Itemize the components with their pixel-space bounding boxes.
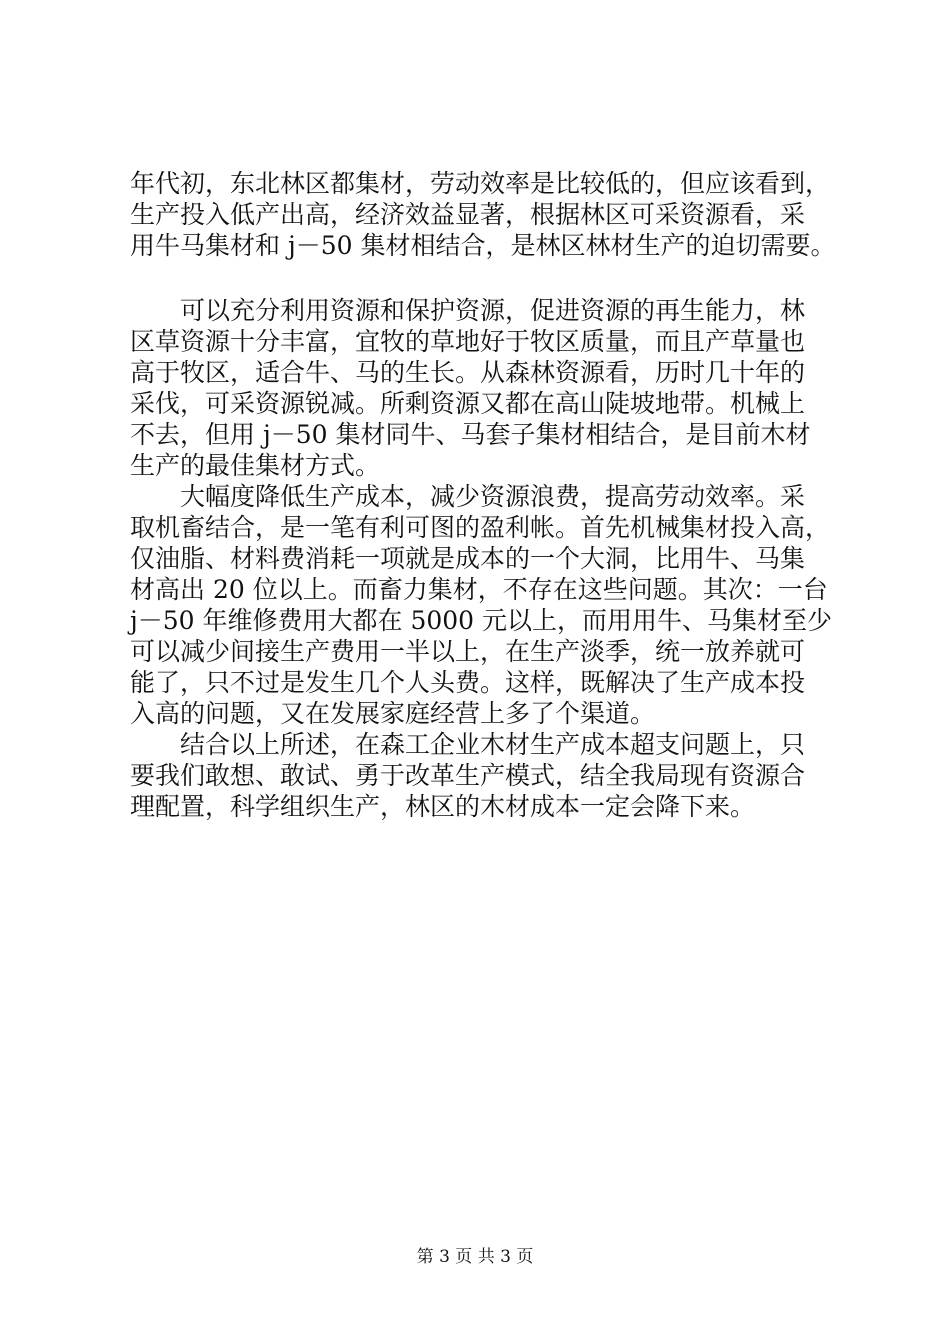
paragraph — [130, 729, 830, 822]
text-line: 入高的问题，又在发展家庭经营上多了个渠道。 — [130, 699, 656, 728]
text-line: 大幅度降低生产成本，减少资源浪费，提高劳动效率。采 — [180, 482, 806, 511]
text-line: 生产投入低产出高，经济效益显著，根据林区可采资源看，采 — [130, 200, 806, 229]
text-line: 采伐，可采资源锐减。所剩资源又都在高山陡坡地带。机械上 — [130, 389, 806, 418]
paragraph — [130, 481, 833, 729]
text-line: 结合以上所述，在森工企业木材生产成本超支问题上，只 — [180, 730, 806, 759]
text-line: 年代初，东北林区都集材，劳动效率是比较低的，但应该看到， — [130, 169, 831, 198]
text-line: 区草资源十分丰富，宜牧的草地好于牧区质量，而且产草量也 — [130, 327, 806, 356]
text-line: 可以减少间接生产费用一半以上，在生产淡季，统一放养就可 — [130, 637, 806, 666]
text-line: 可以充分利用资源和保护资源，促进资源的再生能力，林 — [180, 296, 806, 325]
text-line: 能了，只不过是发生几个人头费。这样，既解决了生产成本投 — [130, 668, 806, 697]
text-line: 用牛马集材和 j－50 集材相结合，是林区林材生产的迫切需要。 — [130, 231, 836, 260]
text-line: 取机畜结合，是一笔有利可图的盈利帐。首先机械集材投入高， — [130, 513, 831, 542]
body-text — [130, 295, 833, 822]
text-line: 高于牧区，适合牛、马的生长。从森林资源看，历时几十年的 — [130, 358, 806, 387]
text-line: 要我们敢想、敢试、勇于改革生产模式，结全我局现有资源合 — [130, 761, 806, 790]
text-line: 材高出 20 位以上。而畜力集材，不存在这些问题。其次：一台 — [130, 575, 828, 604]
text-line: 生产的最佳集材方式。 — [130, 451, 381, 480]
text-line: 理配置，科学组织生产，林区的木材成本一定会降下来。 — [130, 792, 756, 821]
paragraph — [130, 295, 830, 481]
page-number-footer: 第 3 页 共 3 页 — [416, 1247, 534, 1267]
paragraph-continued — [130, 168, 836, 261]
text-line: 仅油脂、材料费消耗一项就是成本的一个大洞，比用牛、马集 — [130, 544, 806, 573]
text-line: 不去，但用 j－50 集材同牛、马套子集材相结合，是目前木材 — [130, 420, 811, 449]
text-line: j－50 年维修费用大都在 5000 元以上，而用用牛、马集材至少 — [130, 606, 833, 635]
